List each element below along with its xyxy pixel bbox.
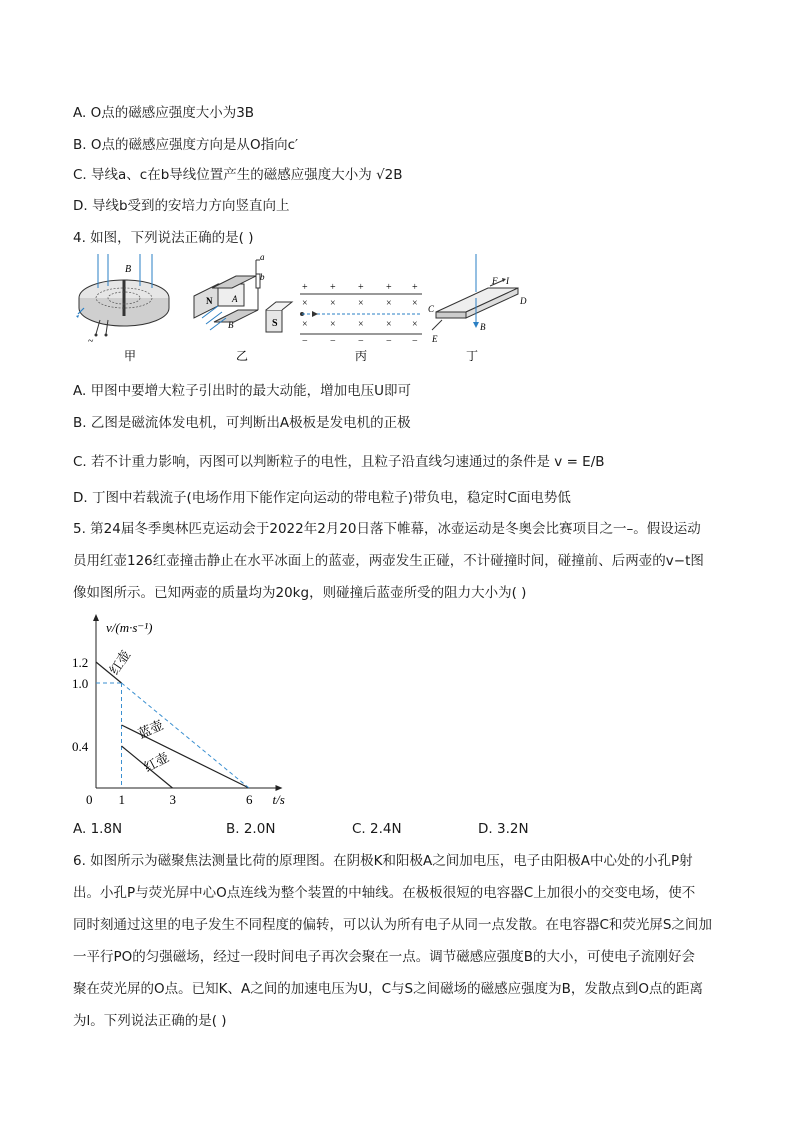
- y-axis-label: v/(m·s⁻¹): [106, 620, 153, 635]
- q5-line-2: 员用红壶126红壶撞击静止在水平冰面上的蓝壶，两壶发生正碰，不计碰撞时间，碰撞前、后两壶的v−t图: [73, 553, 704, 569]
- label-F: F: [492, 276, 498, 286]
- label-S: S: [272, 318, 278, 329]
- cross-2: ×: [330, 298, 336, 309]
- label-E: E: [432, 334, 438, 344]
- y-tick-label-1: 1.0: [72, 676, 89, 691]
- series-label-0: 红壶: [106, 647, 134, 678]
- q6-line-3: 同时刻通过这里的电子发生不同程度的偏转，可以认为所有电子从同一点发散。在电容器C和荧光屏S之间加: [73, 917, 712, 933]
- plus-1: +: [302, 282, 308, 293]
- minus-4: −: [386, 336, 392, 347]
- x-tick-label-0: 0: [86, 792, 93, 807]
- minus-3: −: [358, 336, 364, 347]
- minus-2: −: [330, 336, 336, 347]
- cross-9: ×: [386, 319, 392, 330]
- q5-line-1: 5. 第24届冬季奥林匹克运动会于2022年2月20日落下帷幕，冰壶运动是冬奥会比赛项目之一–。假设运动: [73, 521, 701, 537]
- q3-option-b: B. O点的磁感应强度方向是从O指向c′: [73, 137, 299, 153]
- figure-bing: [300, 282, 422, 363]
- series-label-1: 蓝壶: [135, 717, 166, 742]
- minus-1: −: [302, 336, 308, 347]
- label-A: A: [232, 294, 238, 304]
- plus-2: +: [330, 282, 336, 293]
- q5-option-d: D. 3.2N: [478, 821, 529, 837]
- minus-5: −: [412, 336, 418, 347]
- vt-chart: [70, 612, 300, 808]
- label-B-yi: B: [228, 320, 234, 330]
- q3-option-d: D. 导线b受到的安培力方向竖直向上: [73, 198, 290, 214]
- cross-8: ×: [358, 319, 364, 330]
- q3-option-a: A. O点的磁感应强度大小为3B: [73, 105, 255, 121]
- cross-5: ×: [412, 298, 418, 309]
- label-tilde: ~: [88, 336, 94, 347]
- q4-option-b: B. 乙图是磁流体发电机，可判断出A极板是发电机的正极: [73, 415, 411, 431]
- plus-5: +: [412, 282, 418, 293]
- svg-text:× × × ×: [302, 298, 418, 309]
- x-axis-arrow: [276, 785, 283, 791]
- q6-line-4: 一平行PO的匀强磁场，经过一段时间电子再次会聚在一点。调节磁感应强度B的大小，可使电子流刚好会: [73, 949, 696, 965]
- q5-option-a: A. 1.8N: [73, 821, 123, 837]
- svg-text:× × × ×: [302, 319, 418, 330]
- x-tick-label-3: 6: [246, 792, 253, 807]
- cross-10: ×: [412, 319, 418, 330]
- caption-jia: 甲: [124, 349, 137, 363]
- q6-line-5: 聚在荧光屏的O点。已知K、A之间的加速电压为U，C与S之间磁场的磁感应强度为B，发散点到O点的距离: [73, 981, 703, 997]
- label-b: b: [260, 272, 265, 282]
- figure-jia: [76, 254, 169, 363]
- caption-bing: 丙: [355, 349, 368, 363]
- q5-line-3: 像如图所示。已知两壶的质量均为20kg，则碰撞后蓝壶所受的阻力大小为( ): [73, 585, 527, 601]
- q4-option-d: D. 丁图中若载流子(电场作用下能作定向运动的带电粒子)带负电，稳定时C面电势低: [73, 490, 571, 506]
- svg-text:+ + + +: [302, 282, 418, 293]
- q4-stem: 4. 如图，下列说法正确的是( ): [73, 230, 254, 246]
- label-C: C: [428, 304, 435, 314]
- x-tick-label-1: 1: [118, 792, 125, 807]
- figure-yi: [194, 252, 292, 363]
- label-I: I: [506, 276, 509, 286]
- q6-stem: [73, 845, 723, 1037]
- q5-stem: [73, 513, 723, 609]
- plus-4: +: [386, 282, 392, 293]
- y-axis-arrow: [93, 614, 99, 621]
- q5-option-b: B. 2.0N: [226, 821, 276, 837]
- figure-ding: [428, 254, 527, 363]
- caption-ding: 丁: [466, 349, 479, 363]
- svg-text:− − − −: [302, 336, 418, 347]
- q4-option-a: A. 甲图中要增大粒子引出时的最大动能，增加电压U即可: [73, 383, 411, 399]
- cross-1: ×: [302, 298, 308, 309]
- label-B-ding: B: [480, 322, 486, 332]
- label-B: B: [125, 264, 132, 275]
- q6-line-6: 为l。下列说法正确的是( ): [73, 1013, 227, 1029]
- caption-yi: 乙: [236, 349, 249, 363]
- q4-option-c: C. 若不计重力影响，丙图可以判断粒子的电性，且粒子沿直线匀速通过的条件是 v = E/B: [73, 454, 605, 470]
- label-D: D: [520, 296, 527, 306]
- q6-line-2: 出。小孔P与荧光屏中心O点连线为整个装置的中轴线。在极板很短的电容器C上加很小的交变电场，使不: [73, 885, 696, 901]
- q6-line-1: 6. 如图所示为磁聚焦法测量比荷的原理图。在阴极K和阳极A之间加电压，电子由阳极A中心处的小孔P射: [73, 853, 693, 869]
- label-N: N: [206, 296, 213, 306]
- y-tick-label-0: 0.4: [72, 739, 89, 754]
- x-tick-label-2: 3: [169, 792, 176, 807]
- cross-6: ×: [302, 319, 308, 330]
- q4-figure: [72, 248, 542, 366]
- cross-3: ×: [358, 298, 364, 309]
- q5-option-c: C. 2.4N: [352, 821, 402, 837]
- cross-4: ×: [386, 298, 392, 309]
- x-axis-label: t/s: [272, 792, 285, 807]
- series-label-2: 红壶: [141, 749, 172, 775]
- y-tick-label-2: 1.2: [72, 655, 89, 670]
- plus-3: +: [358, 282, 364, 293]
- cross-7: ×: [330, 319, 336, 330]
- q3-option-c: C. 导线a、c在b导线位置产生的磁感应强度大小为 √2B: [73, 167, 403, 183]
- label-a: a: [260, 252, 265, 262]
